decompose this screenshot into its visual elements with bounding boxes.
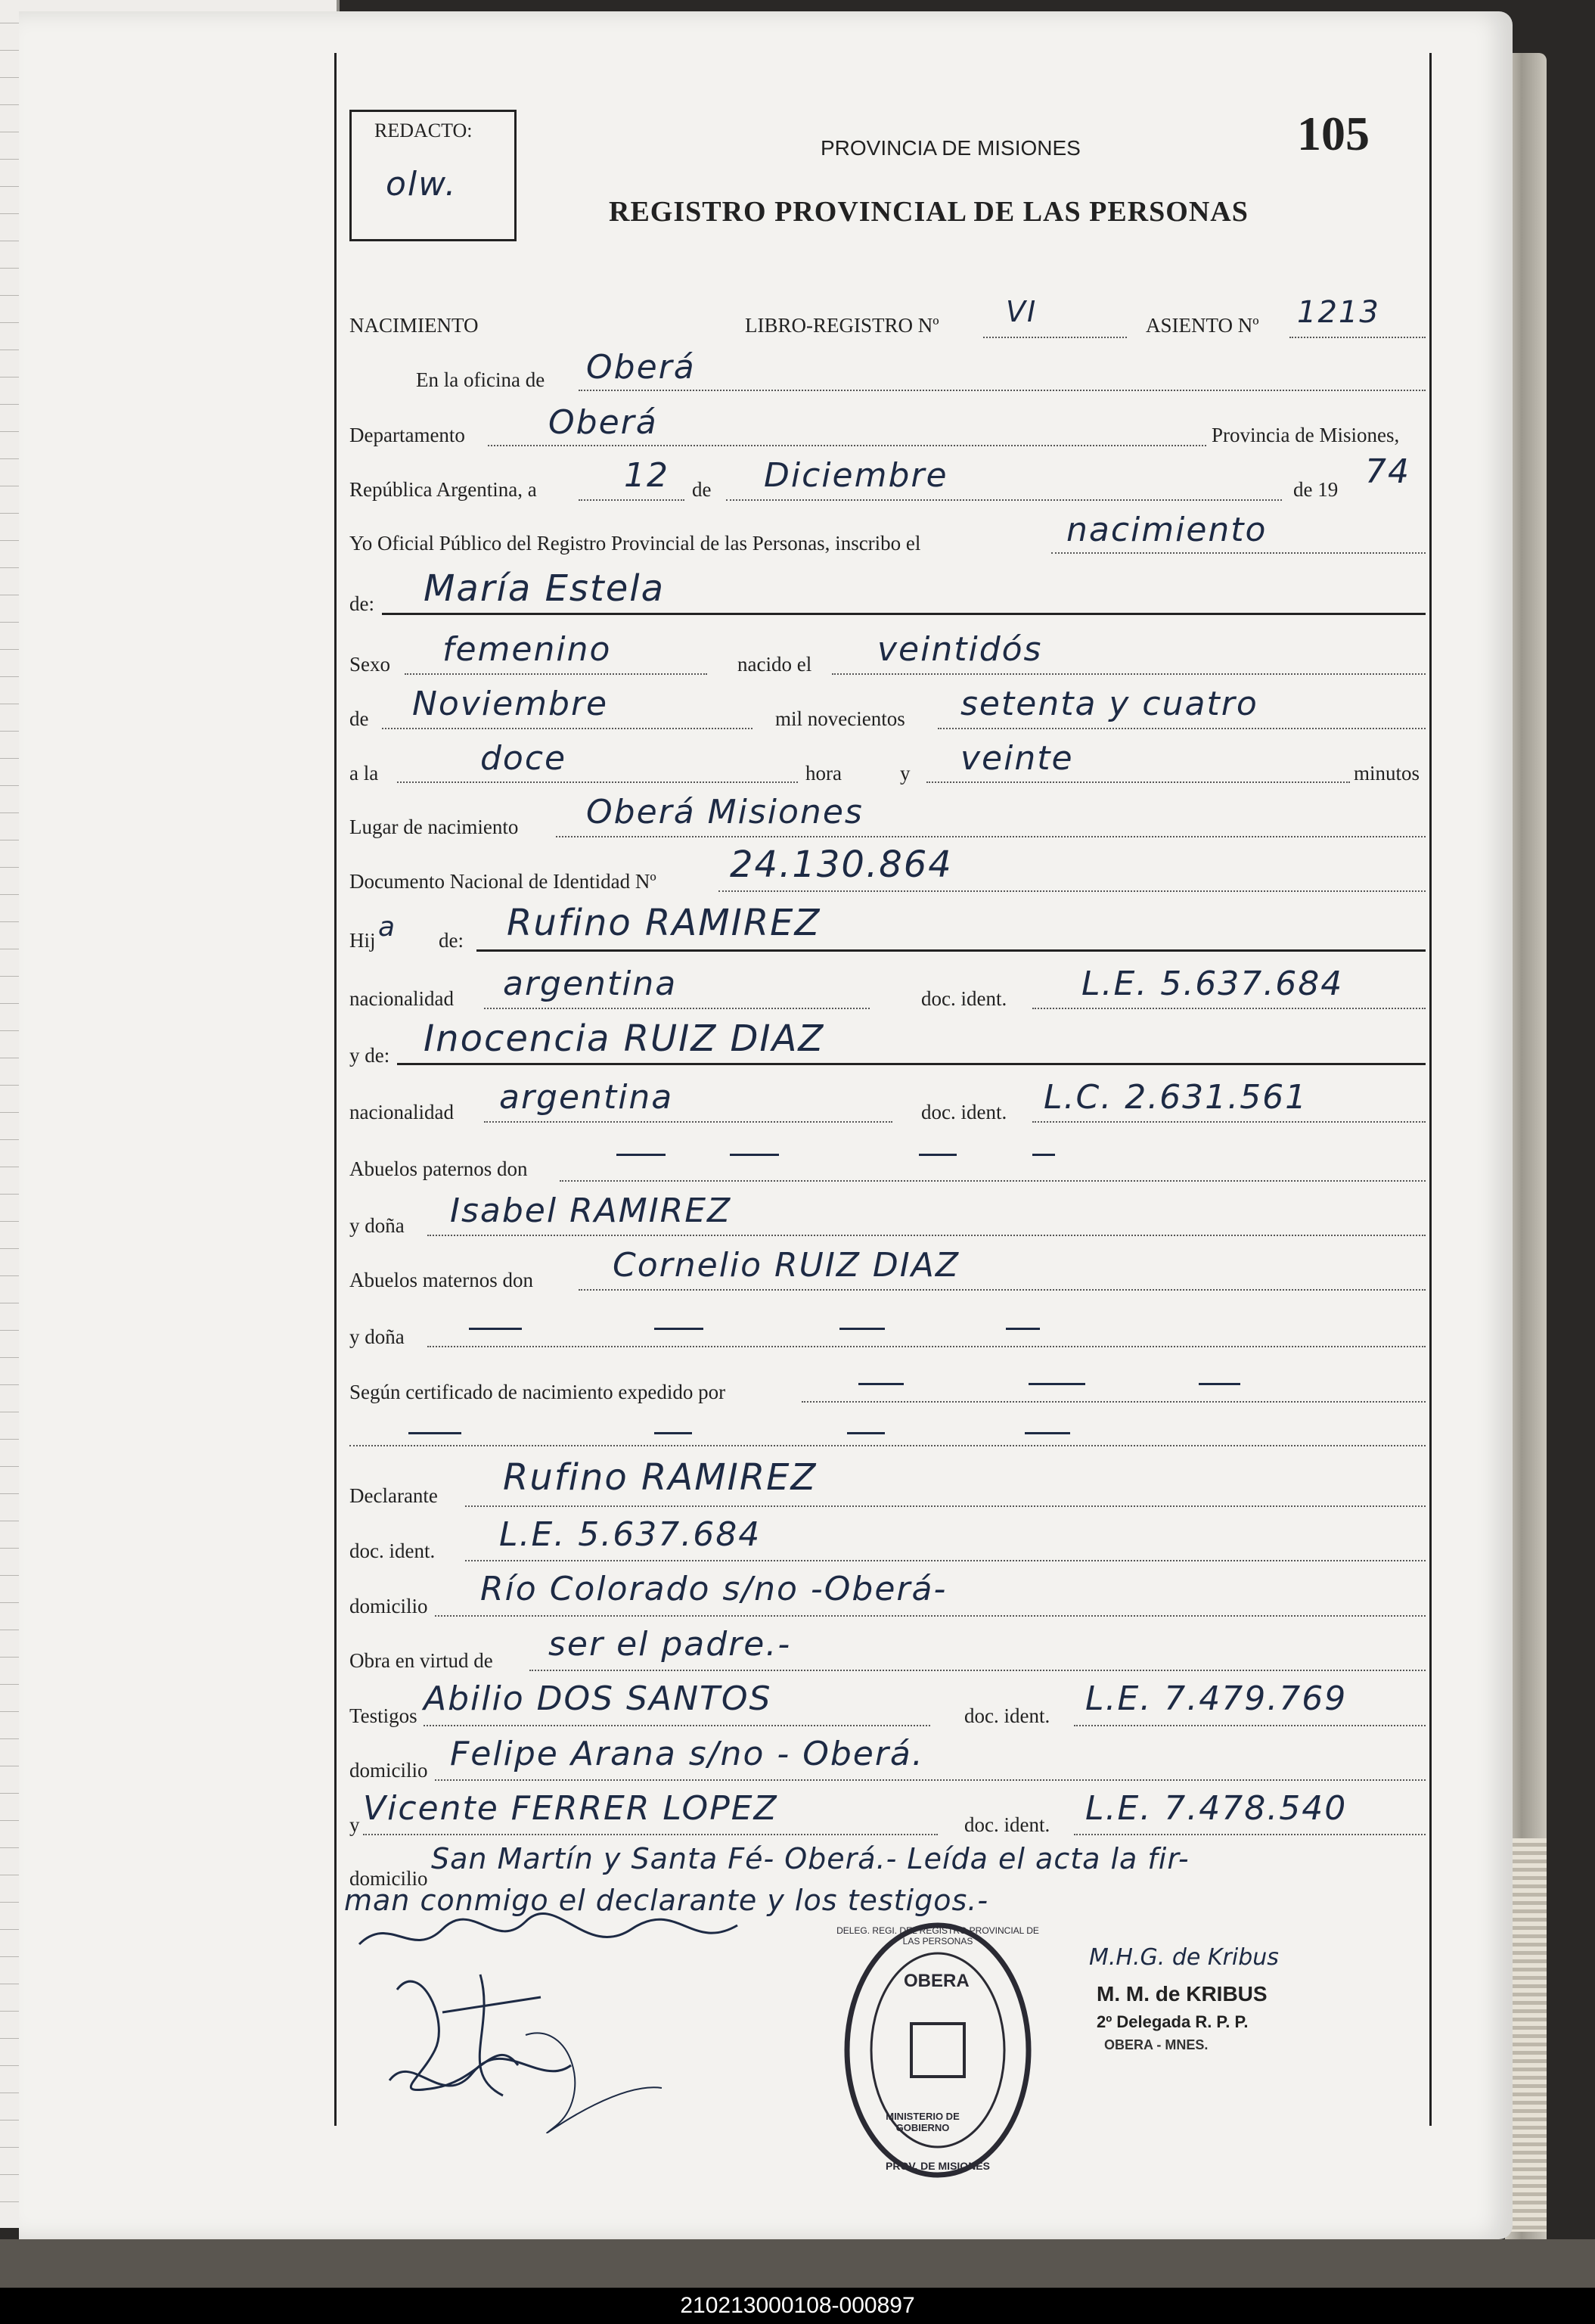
closing-text: man conmigo el declarante y los testigos.- (344, 1884, 989, 1917)
abuelos-pat-dash (1032, 1154, 1055, 1156)
departamento-label: Departamento (349, 424, 465, 446)
madre-value: Inocencia RUIZ DIAZ (424, 1018, 825, 1060)
dia-nac-value: veintidós (877, 630, 1043, 669)
declarante-label: Declarante (349, 1484, 438, 1507)
padre-line (476, 949, 1426, 952)
redacto-box (349, 110, 517, 241)
segun-dash (408, 1432, 461, 1434)
abuela-mat-dash (469, 1328, 522, 1330)
padre-value: Rufino RAMIREZ (507, 902, 821, 944)
abuela-mat-dash (839, 1328, 885, 1330)
ala-label: a la (349, 762, 379, 785)
mes-nac-value: Noviembre (412, 685, 609, 723)
abuela-pat-value: Isabel RAMIREZ (450, 1192, 732, 1230)
testigo2-value: Vicente FERRER LOPEZ (363, 1789, 778, 1828)
nacido-label: nacido el (737, 653, 812, 676)
padre-doc-label: doc. ident. (921, 987, 1007, 1010)
header-title: REGISTRO PROVINCIAL DE LAS PERSONAS (609, 196, 1249, 228)
de-anio-label: de 19 (1293, 478, 1339, 501)
testigo2-line (363, 1834, 938, 1835)
declarant-witness-signatures (344, 1899, 889, 2133)
hora-line (397, 781, 798, 783)
minutos-line (926, 781, 1350, 783)
abuela-mat-dash (654, 1328, 703, 1330)
segun-dash (654, 1432, 692, 1434)
testigo1-doc-line (1074, 1725, 1426, 1726)
testigos-label: Testigos (349, 1704, 417, 1727)
padre-doc-value: L.E. 5.637.684 (1081, 965, 1344, 1003)
obra-label: Obra en virtud de (349, 1649, 493, 1672)
decl-domicilio-value: Río Colorado s/no -Oberá- (480, 1570, 948, 1608)
dni-value: 24.130.864 (730, 844, 953, 886)
abuela-mat-dash (1006, 1328, 1040, 1330)
mes-line (726, 499, 1282, 501)
madre-doc-line (1032, 1121, 1426, 1123)
de-label: de (692, 478, 712, 501)
right-margin-line (1429, 53, 1432, 2126)
y-testigo2-label: y (349, 1813, 360, 1836)
abuela-mat-line (427, 1346, 1426, 1347)
padre-nac-value: argentina (503, 965, 678, 1003)
oficina-label: En la oficina de (416, 368, 545, 391)
official-oval-stamp (839, 1918, 1036, 2183)
testigo2-doc-line (1074, 1834, 1426, 1835)
madre-nac-label: nacionalidad (349, 1101, 454, 1123)
anio-nac-value: setenta y cuatro (960, 685, 1258, 723)
dni-label: Documento Nacional de Identidad Nº (349, 870, 656, 893)
decl-doc-label: doc. ident. (349, 1539, 436, 1562)
abuelos-mat-label: Abuelos maternos don (349, 1269, 533, 1291)
abuelo-mat-line (579, 1289, 1426, 1291)
y-dona-mat-label: y doña (349, 1325, 405, 1348)
madre-doc-value: L.C. 2.631.561 (1044, 1078, 1308, 1117)
stamp-outer-bottom: PROV. DE MISIONES (886, 2160, 990, 2172)
minutos-label: minutos (1354, 762, 1420, 785)
republica-label: República Argentina, a (349, 478, 537, 501)
testigo2-dom-label: domicilio (349, 1867, 428, 1890)
libro-line (983, 337, 1127, 338)
testigo2-doc-label: doc. ident. (964, 1813, 1050, 1836)
segun-dash (1025, 1432, 1070, 1434)
libro-label: LIBRO-REGISTRO Nº (745, 314, 939, 337)
y-de-label: y de: (349, 1044, 390, 1067)
hija-de-label: de: (439, 929, 464, 952)
redacto-value: olw. (386, 165, 458, 204)
official-role: 2º Delegada R. P. P. (1097, 2012, 1249, 2031)
horas-label: hora (805, 762, 842, 785)
padre-nac-label: nacionalidad (349, 987, 454, 1010)
sexo-label: Sexo (349, 653, 390, 676)
dia-nac-line (832, 673, 1426, 675)
sexo-value: femenino (442, 630, 612, 669)
minutos-value: veinte (960, 739, 1074, 778)
mil-label: mil novecientos (775, 707, 905, 730)
asiento-label: ASIENTO Nº (1146, 314, 1259, 337)
madre-nac-line (484, 1121, 892, 1123)
provincia-label: Provincia de Misiones, (1212, 424, 1400, 446)
binding-fray (1509, 1838, 1547, 2232)
madre-nac-value: argentina (499, 1078, 674, 1117)
testigo1-value: Abilio DOS SANTOS (424, 1679, 772, 1718)
testigo1-dom-value: Felipe Arana s/no - Oberá. (450, 1735, 924, 1773)
record-type: NACIMIENTO (349, 314, 479, 337)
asiento-line (1289, 337, 1426, 338)
libro-value: VI (1006, 295, 1038, 328)
oficina-line (579, 390, 1426, 391)
page-number: 105 (1297, 107, 1370, 160)
abuelos-pat-dash (730, 1154, 779, 1156)
de2-label: de (349, 707, 369, 730)
header-province: PROVINCIA DE MISIONES (821, 136, 1081, 160)
segun-dash (847, 1432, 885, 1434)
lugar-value: Oberá Misiones (586, 793, 864, 831)
declarante-line (465, 1505, 1426, 1507)
left-margin-line (334, 53, 337, 2126)
oficina-value: Oberá (586, 348, 696, 387)
padre-nac-line (484, 1008, 870, 1009)
inscripcion-value: nacimiento (1066, 511, 1268, 549)
mes-nac-line (382, 728, 753, 729)
decl-doc-line (465, 1560, 1426, 1561)
abuelos-pat-dash (616, 1154, 666, 1156)
anio-nac-line (938, 728, 1426, 729)
asiento-value: 1213 (1297, 295, 1380, 330)
obra-line (529, 1670, 1426, 1671)
oficial-label: Yo Oficial Público del Registro Provincial de las Personas, inscribo el (349, 532, 921, 555)
hija-suffix: a (378, 912, 397, 943)
testigo2-doc-value: L.E. 7.478.540 (1085, 1789, 1348, 1828)
nombre-value: María Estela (424, 567, 666, 610)
testigo1-line (424, 1725, 930, 1726)
y-dona-label: y doña (349, 1214, 405, 1237)
inscripcion-line (1051, 552, 1426, 554)
testigo1-dom-line (435, 1779, 1426, 1781)
testigo1-dom-label: domicilio (349, 1759, 428, 1782)
official-place: OBERA - MNES. (1104, 2037, 1209, 2052)
official-signature: M.H.G. de Kribus (1089, 1944, 1279, 1971)
official-name: M. M. de KRIBUS (1097, 1982, 1268, 2006)
decl-domicilio-label: domicilio (349, 1595, 428, 1617)
segun-line-2 (349, 1445, 1426, 1446)
abuelos-pat-dash (919, 1154, 957, 1156)
testigo1-doc-label: doc. ident. (964, 1704, 1050, 1727)
segun-label: Según certificado de nacimiento expedido por (349, 1381, 726, 1403)
segun-dash (1029, 1383, 1085, 1385)
abuelos-pat-label: Abuelos paternos don (349, 1157, 528, 1180)
stamp-center-top: OBERA (904, 1971, 970, 1991)
y-label: y (900, 762, 911, 785)
nombre-line (382, 613, 1426, 615)
anio-value: 74 (1365, 452, 1410, 491)
sexo-line (405, 673, 707, 675)
madre-doc-label: doc. ident. (921, 1101, 1007, 1123)
page-bottom-shadow (0, 2239, 1595, 2288)
footer-code: 210213000108-000897 (0, 2288, 1595, 2324)
declarante-value: Rufino RAMIREZ (503, 1456, 818, 1499)
segun-line (802, 1401, 1426, 1403)
abuelo-mat-value: Cornelio RUIZ DIAZ (613, 1246, 960, 1285)
lugar-label: Lugar de nacimiento (349, 816, 519, 838)
segun-dash (1199, 1383, 1240, 1385)
de-colon-label: de: (349, 592, 374, 615)
abuela-pat-line (427, 1235, 1426, 1236)
testigo2-dom-value: San Martín y Santa Fé- Oberá.- Leída el acta la fir- (431, 1842, 1190, 1875)
dni-line (718, 890, 1426, 892)
stamp-center: MINISTERIO DE GOBIERNO (886, 2111, 960, 2133)
departamento-value: Oberá (548, 403, 658, 442)
decl-doc-value: L.E. 5.637.684 (499, 1515, 762, 1554)
dia-value: 12 (624, 456, 669, 495)
decl-domicilio-line (435, 1615, 1426, 1617)
redacto-label: REDACTO: (374, 120, 473, 141)
departamento-line (488, 445, 1206, 446)
hora-value: doce (480, 739, 567, 778)
madre-line (397, 1063, 1426, 1065)
segun-dash (858, 1383, 904, 1385)
dia-line (579, 499, 684, 501)
lugar-line (556, 836, 1426, 837)
abuelos-pat-line (560, 1180, 1426, 1182)
testigo1-doc-value: L.E. 7.479.769 (1085, 1679, 1348, 1718)
hija-label: Hij (349, 929, 376, 952)
mes-value: Diciembre (764, 456, 948, 495)
obra-value: ser el padre.- (548, 1625, 792, 1664)
padre-doc-line (1032, 1008, 1426, 1009)
stamp-outer-top: DELEG. REGI. DEL REGISTRO PROVINCIAL DE LAS PERSONAS (836, 1925, 1039, 1947)
